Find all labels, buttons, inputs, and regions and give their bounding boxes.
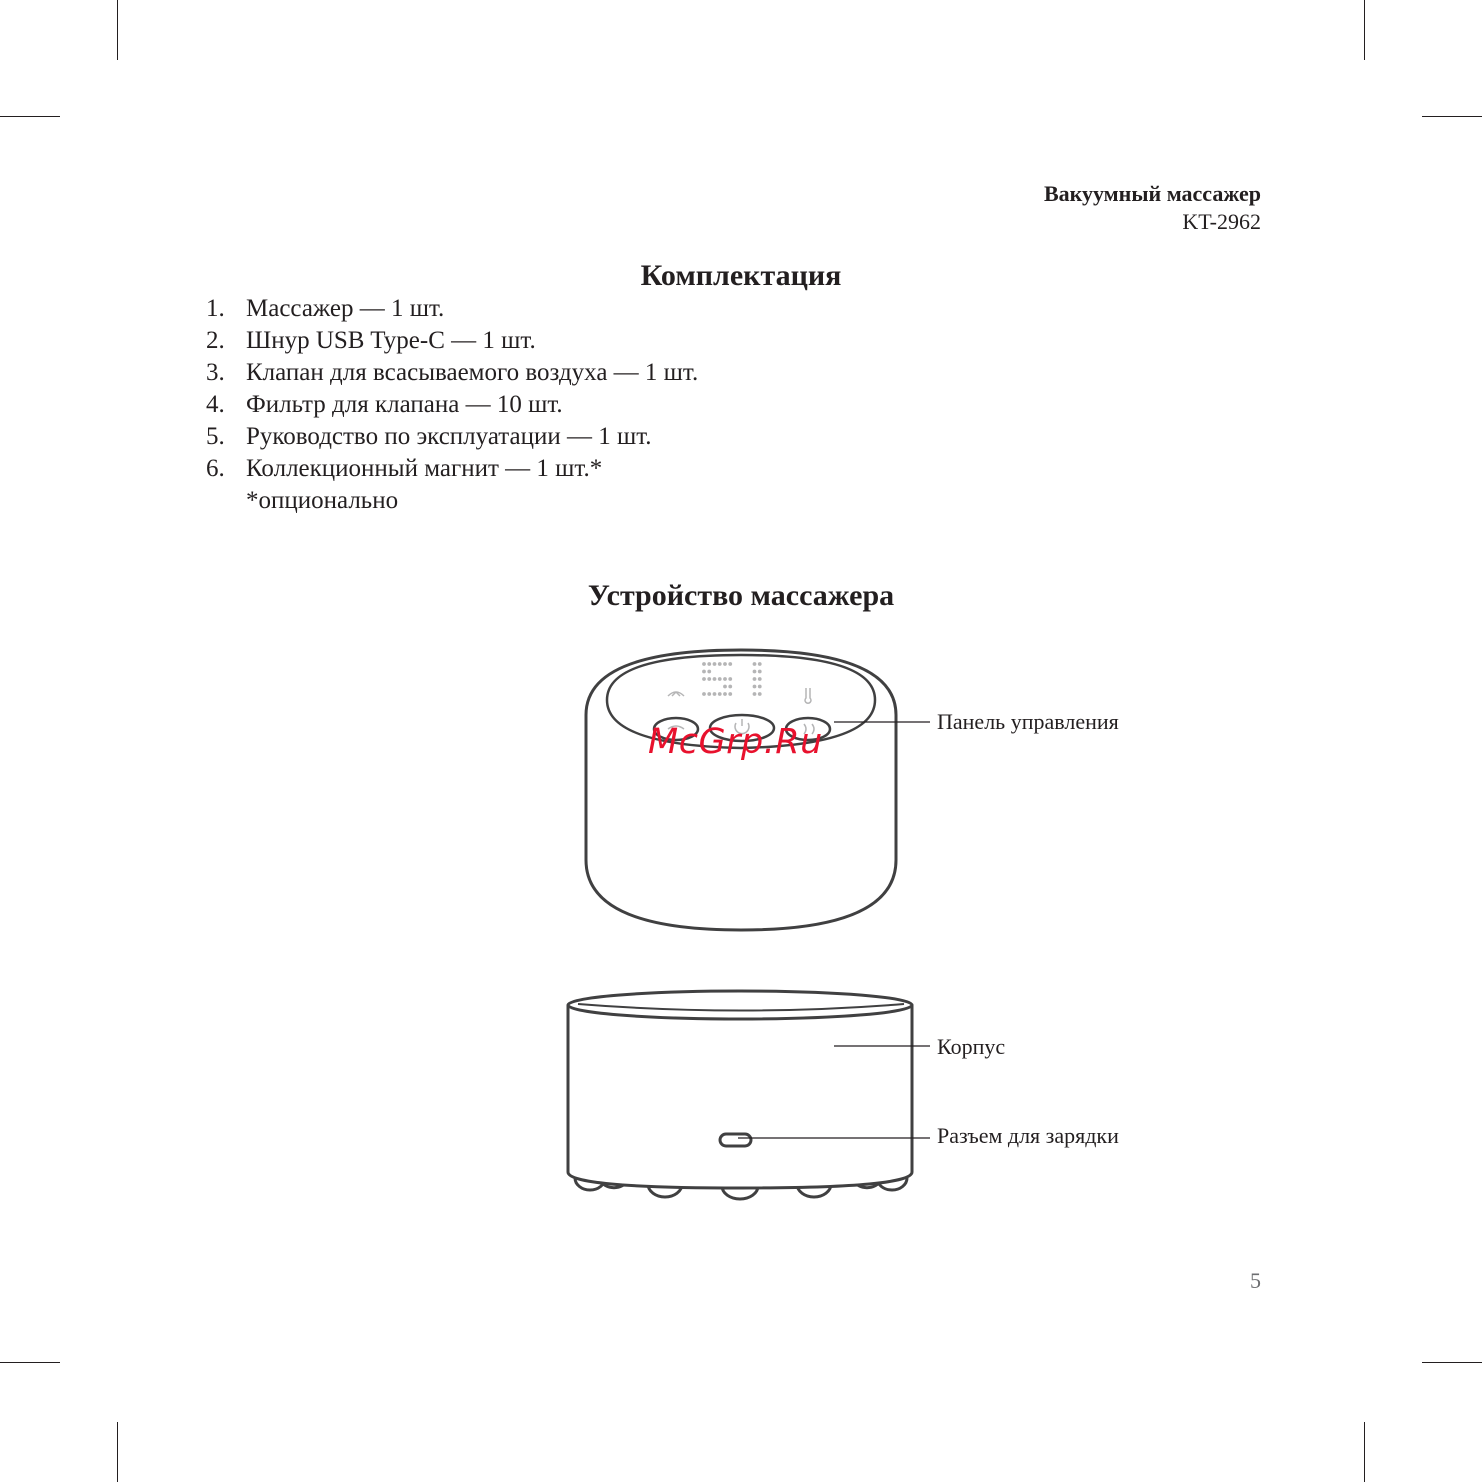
page-number: 5 — [1250, 1268, 1261, 1293]
led-dot — [713, 662, 717, 666]
model-number: KT-2962 — [1182, 209, 1261, 234]
led-dot — [723, 685, 727, 689]
led-dot — [753, 677, 757, 681]
item-number: 1. — [206, 295, 225, 322]
led-dot — [707, 670, 711, 674]
body-rim — [568, 991, 912, 1019]
led-dot — [718, 662, 722, 666]
led-dot — [707, 677, 711, 681]
led-dot — [728, 677, 732, 681]
led-dot — [702, 692, 706, 696]
item-text: Шнур USB Type-C — 1 шт. — [246, 327, 536, 354]
led-dot — [758, 692, 762, 696]
item-number: 6. — [206, 455, 225, 482]
led-dot — [753, 670, 757, 674]
item-number: 2. — [206, 327, 225, 354]
product-name: Вакуумный массажер — [1043, 181, 1261, 206]
item-text: Коллекционный магнит — 1 шт.* — [246, 455, 603, 482]
led-dot — [758, 662, 762, 666]
led-dot — [753, 662, 757, 666]
label-body: Корпус — [937, 1034, 1006, 1059]
contents-title: Комплектация — [640, 259, 842, 292]
led-dot — [707, 692, 711, 696]
item-number: 4. — [206, 391, 225, 418]
body-outline — [568, 1005, 912, 1188]
led-dot — [702, 670, 706, 674]
label-control-panel: Панель управления — [937, 709, 1119, 734]
item-number: 3. — [206, 359, 225, 386]
item-text: Клапан для всасываемого воздуха — 1 шт. — [246, 359, 699, 386]
led-dot — [728, 692, 732, 696]
led-dot — [713, 692, 717, 696]
usb-port — [720, 1134, 751, 1146]
led-dot — [718, 692, 722, 696]
led-dot — [707, 662, 711, 666]
optional-note: *опционально — [246, 487, 399, 514]
led-dot — [718, 677, 722, 681]
device-title: Устройство массажера — [587, 579, 895, 612]
led-dot — [723, 677, 727, 681]
led-dot — [723, 662, 727, 666]
label-charging-port: Разъем для зарядки — [937, 1123, 1119, 1148]
watermark: McGrp.Ru — [648, 722, 823, 762]
led-dot — [753, 692, 757, 696]
led-dot — [702, 662, 706, 666]
led-dot — [728, 685, 732, 689]
led-dot — [723, 692, 727, 696]
led-dot — [753, 685, 757, 689]
item-text: Массажер — 1 шт. — [246, 295, 445, 322]
led-dot — [758, 677, 762, 681]
led-dot — [702, 677, 706, 681]
item-text: Руководство по эксплуатации — 1 шт. — [246, 423, 652, 450]
led-dot — [728, 662, 732, 666]
lid-outline — [586, 650, 896, 930]
led-dot — [758, 685, 762, 689]
item-number: 5. — [206, 423, 225, 450]
led-dot — [758, 670, 762, 674]
item-text: Фильтр для клапана — 10 шт. — [246, 391, 563, 418]
led-dot — [713, 677, 717, 681]
